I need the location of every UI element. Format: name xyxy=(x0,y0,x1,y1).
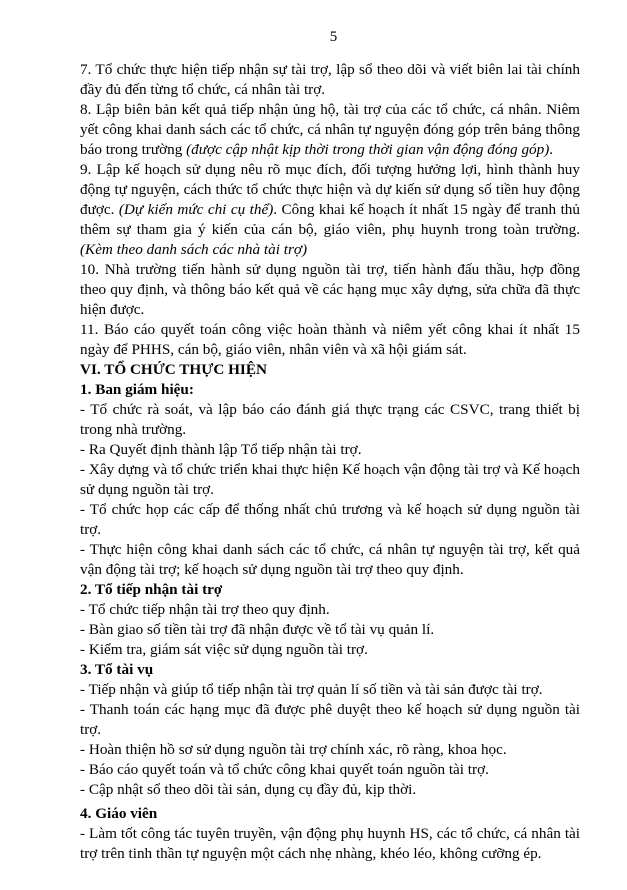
group-line: - Tổ chức rà soát, và lập báo cáo đánh giá thực trạng các CSVC, trang thiết bị trong nhà trường. xyxy=(80,401,580,438)
page-number: 5 xyxy=(329,29,338,45)
group-line: - Xây dựng và tổ chức triển khai thực hiện Kế hoạch vận động tài trợ và Kế hoạch sử dụng nguồn tài trợ. xyxy=(80,461,580,498)
group-heading-to-tai-vu: 3. Tổ tài vụ xyxy=(80,661,154,678)
item-text: 7. Tổ chức thực hiện tiếp nhận sự tài trợ, lập sổ theo dõi và viết biên lai tài chính đầy đủ đến từng tổ chức, cá nhân tài trợ. xyxy=(80,61,580,98)
group-line: - Làm tốt công tác tuyên truyền, vận động phụ huynh HS, các tổ chức, cá nhân tài trợ trên tinh thần tự nguyện một cách nhẹ nhàng, khéo léo, không cưỡng ép. xyxy=(80,825,580,862)
group-line: - Tổ chức họp các cấp để thống nhất chủ trương và kế hoạch sử dụng nguồn tài trợ. xyxy=(80,501,580,538)
group-line: - Thực hiện công khai danh sách các tổ chức, cá nhân tự nguyện tài trợ, kết quả vận động tài trợ; kế hoạch sử dụng nguồn tài trợ theo quy định. xyxy=(80,541,580,578)
group-line: - Tiếp nhận và giúp tổ tiếp nhận tài trợ quản lí số tiền và tài sản được tài trợ. xyxy=(80,681,543,698)
item-text: 8. Lập biên bản kết quả tiếp nhận ủng hộ, tài trợ của các tổ chức, cá nhân. Niêm yết công khai danh sách các tổ chức, cá nhân tự nguyện đóng góp trên bảng thông báo trong trường xyxy=(80,101,580,158)
group-line: - Bàn giao số tiền tài trợ đã nhận được về tổ tài vụ quản lí. xyxy=(80,621,435,638)
document-body xyxy=(80,60,580,864)
group-heading-giao-vien: 4. Giáo viên xyxy=(80,805,158,822)
item-text-tail: . Công khai kế hoạch ít nhất 15 ngày để tranh thủ thêm sự tham gia ý kiến của cán bộ, giáo viên, phụ huynh trong toàn trường. xyxy=(80,201,580,238)
item-11 xyxy=(80,320,580,360)
group-line: - Cập nhật sổ theo dõi tài sản, dụng cụ đầy đủ, kịp thời. xyxy=(80,781,417,798)
section-title: VI. TỔ CHỨC THỰC HIỆN xyxy=(80,361,267,378)
item-text: 9. Lập kế hoạch sử dụng nêu rõ mục đích, đối tượng hưởng lợi, hình thành huy động tự nguyện, cách thức tổ chức thực hiện và dự kiến sử dụng số tiền huy động được. xyxy=(80,161,580,218)
item-9 xyxy=(80,160,580,260)
item-7 xyxy=(80,60,580,100)
item-note: (được cập nhật kịp thời trong thời gian vận động đóng góp) xyxy=(186,141,550,158)
item-text-tail: . xyxy=(549,141,554,158)
group-heading-to-tiep-nhan: 2. Tổ tiếp nhận tài trợ xyxy=(80,581,223,598)
group-line: - Hoàn thiện hồ sơ sử dụng nguồn tài trợ chính xác, rõ ràng, khoa học. xyxy=(80,741,507,758)
group-line: - Kiểm tra, giám sát việc sử dụng nguồn tài trợ. xyxy=(80,641,368,658)
item-note: (Dự kiến mức chi cụ thể) xyxy=(118,201,274,218)
group-line: - Ra Quyết định thành lập Tổ tiếp nhận tài trợ. xyxy=(80,441,362,458)
group-line: - Tổ chức tiếp nhận tài trợ theo quy định. xyxy=(80,601,330,618)
item-10 xyxy=(80,260,580,320)
item-note-2: (Kèm theo danh sách các nhà tài trợ) xyxy=(80,241,308,258)
group-line: - Báo cáo quyết toán và tổ chức công khai quyết toán nguồn tài trợ. xyxy=(80,761,489,778)
item-text: 10. Nhà trường tiến hành sử dụng nguồn tài trợ, tiến hành đấu thầu, hợp đồng theo quy định, và thông báo kết quả về các hạng mục xây dựng, sửa chữa đã thực hiện được. xyxy=(80,261,580,318)
group-heading-ban-giam-hieu: 1. Ban giám hiệu: xyxy=(80,381,194,398)
item-text: 11. Báo cáo quyết toán công việc hoàn thành và niêm yết công khai ít nhất 15 ngày để PHHS, cán bộ, giáo viên, nhân viên và xã hội giám sát. xyxy=(80,321,580,358)
group-line: - Thanh toán các hạng mục đã được phê duyệt theo kế hoạch sử dụng nguồn tài trợ. xyxy=(80,701,580,738)
item-8 xyxy=(80,100,580,160)
